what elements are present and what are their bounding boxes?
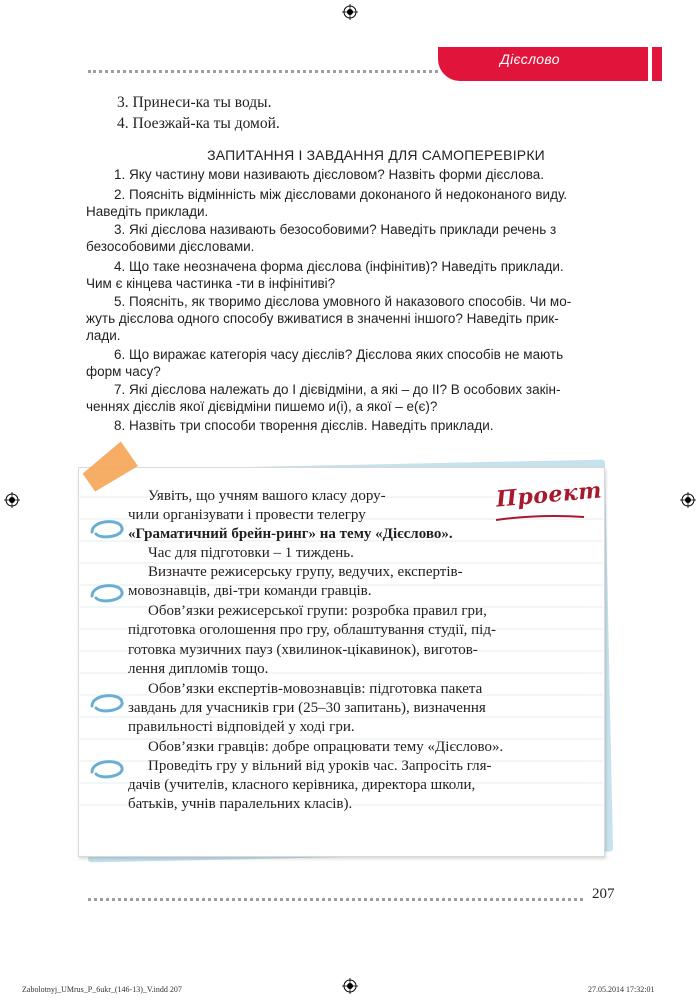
question-line: 6. Що виражає категорія часу дієслів? Дієслова яких способів не мають [114, 347, 564, 362]
question-8 [86, 417, 612, 434]
question-4 [86, 258, 612, 292]
question-line: 1. Яку частину мови називають дієсловом? Назвіть форми дієслова. [114, 167, 544, 182]
project-line-9: готовка музичних пауз (хвилинок-цікавинок), виготов- [128, 642, 478, 658]
project-line-12: завдань для учасників гри (25–30 запитань), визначення [128, 700, 486, 716]
example-sentence-3: 3. Принеси-ка ты воды. [117, 94, 272, 111]
page-number: 207 [592, 886, 615, 902]
project-line-17: батьків, учнів паралельних класів). [128, 796, 353, 812]
spiral-ring-icon [88, 756, 128, 784]
question-6 [86, 346, 612, 380]
question-7 [86, 381, 612, 415]
question-3 [86, 221, 612, 255]
example-sentence-4: 4. Поезжай-ка ты домой. [117, 115, 280, 132]
questions-heading: ЗАПИТАННЯ І ЗАВДАННЯ ДЛЯ САМОПЕРЕВІРКИ [207, 147, 545, 163]
project-line-16: дачів (учителів, класного керівника, директора школи, [128, 777, 476, 793]
question-line: ченнях дієслів якої дієвідміни пишемо и(і), а якої – е(є)? [86, 399, 438, 414]
header-dotted-rule [88, 70, 438, 73]
stamp-underline [494, 514, 586, 522]
question-line: 5. Поясніть, як творимо дієслова умовного й наказового способів. Чи мо- [114, 294, 572, 309]
project-line-4: Час для підготовки – 1 тиждень. [148, 545, 354, 561]
question-line: 3. Які дієслова називають безособовими? Наведіть приклади речень з [114, 222, 557, 237]
project-line-13: правильності відповідей у ході гри. [128, 719, 355, 735]
section-tab-edge [652, 47, 662, 81]
spiral-ring-icon [88, 516, 128, 544]
project-line-3-text: «Граматичний брейн-ринг» на тему «Дієслово». [128, 526, 453, 542]
question-5 [86, 293, 612, 344]
project-line-2: чили організувати і провести телегру [128, 507, 366, 523]
project-line-7: Обов’язки режисерської групи: розробка правил гри, [148, 603, 487, 619]
question-line: лади. [86, 328, 121, 343]
registration-mark-left [4, 492, 20, 508]
project-line-10: лення дипломів тощо. [128, 661, 269, 677]
question-line: 2. Поясніть відмінність між дієсловами доконаного й недоконаного виду. [114, 187, 568, 202]
footer-timestamp: 27.05.2014 17:32:01 [588, 985, 655, 994]
question-line: форм часу? [86, 364, 161, 379]
question-line: Чим є кінцева частинка -ти в інфінітиві? [86, 276, 336, 291]
footer-dotted-rule [88, 898, 583, 901]
project-line-14: Обов’язки гравців: добре опрацювати тему «Дієслово». [148, 739, 504, 755]
question-line: 8. Назвіть три способи творення дієслів. Наведіть приклади. [114, 418, 494, 433]
spiral-ring-icon [88, 580, 128, 608]
question-line: 7. Які дієслова належать до I дієвідміни, а які – до II? В особових закін- [114, 382, 561, 397]
question-line: безособовими дієсловами. [86, 239, 255, 254]
registration-mark-bottom [342, 978, 358, 994]
project-line-1: Уявіть, що учням вашого класу дору- [148, 488, 386, 504]
question-line: Наведіть приклади. [86, 204, 209, 219]
project-line-11: Обов’язки експертів-мовознавців: підготовка пакета [148, 681, 483, 697]
project-line-3 [128, 525, 588, 544]
question-line: жуть дієслова одного способу вживатися в значенні іншого? Наведіть прик- [86, 311, 559, 326]
registration-mark-right [680, 492, 696, 508]
project-line-15: Проведіть гру у вільний від уроків час. Запросіть гля- [148, 758, 492, 774]
section-label: Дієслово [500, 51, 560, 67]
footer-file-info: Zabolotnyj_UMrus_P_6ukr_(146-13)_V.indd 207 [22, 985, 182, 994]
spiral-ring-icon [88, 690, 128, 718]
project-line-8: підготовка оголошення про гру, облаштування студії, під- [128, 622, 496, 638]
question-line: 4. Що таке неозначена форма дієслова (інфінітив)? Наведіть приклади. [114, 259, 564, 274]
project-line-5: Визначте режисерську групу, ведучих, експертів- [148, 564, 463, 580]
question-1 [86, 166, 612, 183]
registration-mark-top [342, 4, 358, 20]
question-2 [86, 186, 612, 220]
project-stamp: Проект [495, 477, 603, 513]
project-line-6: мовознавців, дві-три команди гравців. [128, 583, 372, 599]
